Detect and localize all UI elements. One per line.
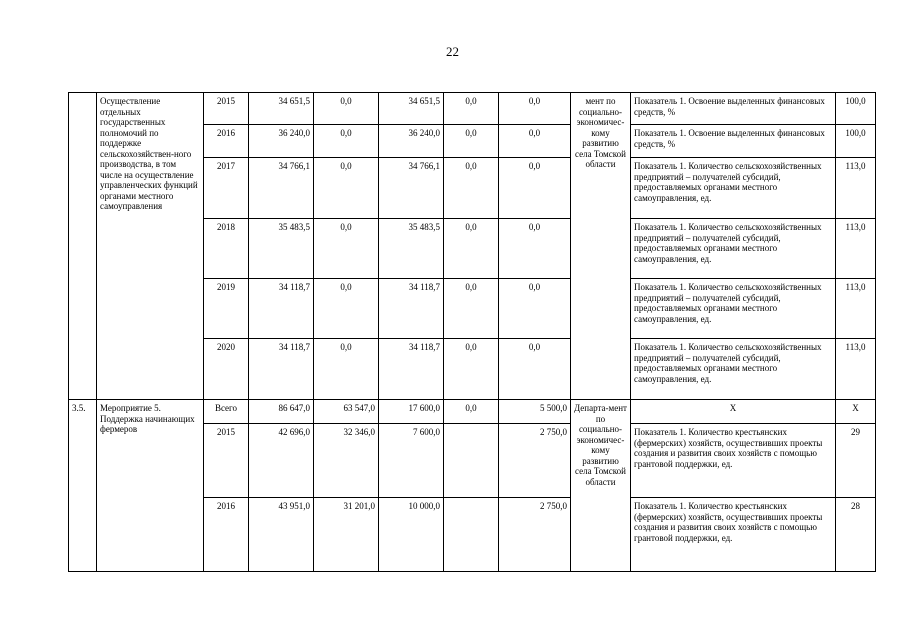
regional-cell: 34 118,7 — [379, 339, 444, 400]
indicator-value-cell: Х — [836, 400, 876, 424]
indicator-cell: Х — [631, 400, 836, 424]
regional-cell: 34 118,7 — [379, 279, 444, 339]
page-number: 22 — [446, 44, 459, 59]
federal-cell: 0,0 — [314, 279, 379, 339]
extra-cell: 0,0 — [499, 339, 571, 400]
item-number-cell — [69, 93, 97, 400]
regional-cell: 34 651,5 — [379, 93, 444, 125]
regional-cell: 10 000,0 — [379, 498, 444, 572]
federal-cell: 0,0 — [314, 158, 379, 219]
regional-cell: 36 240,0 — [379, 125, 444, 158]
federal-cell: 63 547,0 — [314, 400, 379, 424]
total-cell: 34 118,7 — [249, 279, 314, 339]
indicator-value-cell: 28 — [836, 498, 876, 572]
total-cell: 35 483,5 — [249, 219, 314, 279]
local-cell: 0,0 — [444, 400, 499, 424]
indicator-value-cell: 113,0 — [836, 158, 876, 219]
indicator-cell: Показатель 1. Количество сельскохозяйственных предприятий – получателей субсидий, предоставляемых органами местного самоуправления, ед. — [631, 219, 836, 279]
regional-cell: 7 600,0 — [379, 424, 444, 498]
extra-cell: 0,0 — [499, 279, 571, 339]
indicator-value-cell: 113,0 — [836, 279, 876, 339]
extra-cell: 2 750,0 — [499, 424, 571, 498]
item-name-cell: Осуществление отдельных государственных полномочий по поддержке сельскохозяйствен-ного производства, в том числе на осуществление управленческих функций органами местного самоуправления — [97, 93, 204, 400]
table-row — [69, 93, 876, 125]
year-cell: 2019 — [204, 279, 249, 339]
year-cell: 2017 — [204, 158, 249, 219]
year-cell: 2016 — [204, 498, 249, 572]
federal-cell: 32 346,0 — [314, 424, 379, 498]
total-cell: 34 651,5 — [249, 93, 314, 125]
indicator-value-cell: 113,0 — [836, 219, 876, 279]
total-cell: 43 951,0 — [249, 498, 314, 572]
year-cell: Всего — [204, 400, 249, 424]
year-cell: 2018 — [204, 219, 249, 279]
total-cell: 42 696,0 — [249, 424, 314, 498]
indicator-value-cell: 100,0 — [836, 125, 876, 158]
indicator-cell: Показатель 1. Количество крестьянских (фермерских) хозяйств, осуществивших проекты создания и развития своих хозяйств с помощью грантовой поддержки, ед. — [631, 424, 836, 498]
responsible-org-cell: Департа-мент по социально-экономичес-кому развитию села Томской области — [571, 400, 631, 572]
indicator-cell: Показатель 1. Количество сельскохозяйственных предприятий – получателей субсидий, предоставляемых органами местного самоуправления, ед. — [631, 279, 836, 339]
item-number-cell: 3.5. — [69, 400, 97, 572]
indicator-cell: Показатель 1. Освоение выделенных финансовых средств, % — [631, 125, 836, 158]
federal-cell: 31 201,0 — [314, 498, 379, 572]
total-cell: 34 766,1 — [249, 158, 314, 219]
local-cell: 0,0 — [444, 158, 499, 219]
extra-cell: 2 750,0 — [499, 498, 571, 572]
item-name-cell: Мероприятие 5. Поддержка начинающих фермеров — [97, 400, 204, 572]
total-cell: 36 240,0 — [249, 125, 314, 158]
federal-cell: 0,0 — [314, 339, 379, 400]
indicator-cell: Показатель 1. Количество сельскохозяйственных предприятий – получателей субсидий, предоставляемых органами местного самоуправления, ед. — [631, 339, 836, 400]
year-cell: 2020 — [204, 339, 249, 400]
local-cell: 0,0 — [444, 93, 499, 125]
local-cell: 0,0 — [444, 279, 499, 339]
extra-cell: 0,0 — [499, 158, 571, 219]
indicator-value-cell: 29 — [836, 424, 876, 498]
federal-cell: 0,0 — [314, 219, 379, 279]
indicator-cell: Показатель 1. Количество крестьянских (фермерских) хозяйств, осуществивших проекты создания и развития своих хозяйств с помощью грантовой поддержки, ед. — [631, 498, 836, 572]
indicator-cell: Показатель 1. Освоение выделенных финансовых средств, % — [631, 93, 836, 125]
extra-cell: 0,0 — [499, 93, 571, 125]
indicator-value-cell: 100,0 — [836, 93, 876, 125]
local-cell — [444, 498, 499, 572]
extra-cell: 5 500,0 — [499, 400, 571, 424]
program-table — [68, 92, 876, 572]
local-cell: 0,0 — [444, 125, 499, 158]
total-cell: 86 647,0 — [249, 400, 314, 424]
extra-cell: 0,0 — [499, 219, 571, 279]
local-cell: 0,0 — [444, 339, 499, 400]
extra-cell: 0,0 — [499, 125, 571, 158]
responsible-org-cell: мент по социально-экономичес-кому развитию села Томской области — [571, 93, 631, 400]
regional-cell: 34 766,1 — [379, 158, 444, 219]
regional-cell: 17 600,0 — [379, 400, 444, 424]
year-cell: 2015 — [204, 93, 249, 125]
indicator-cell: Показатель 1. Количество сельскохозяйственных предприятий – получателей субсидий, предоставляемых органами местного самоуправления, ед. — [631, 158, 836, 219]
federal-cell: 0,0 — [314, 93, 379, 125]
table-row — [69, 400, 876, 424]
indicator-value-cell: 113,0 — [836, 339, 876, 400]
federal-cell: 0,0 — [314, 125, 379, 158]
year-cell: 2016 — [204, 125, 249, 158]
local-cell: 0,0 — [444, 219, 499, 279]
local-cell — [444, 424, 499, 498]
total-cell: 34 118,7 — [249, 339, 314, 400]
regional-cell: 35 483,5 — [379, 219, 444, 279]
year-cell: 2015 — [204, 424, 249, 498]
